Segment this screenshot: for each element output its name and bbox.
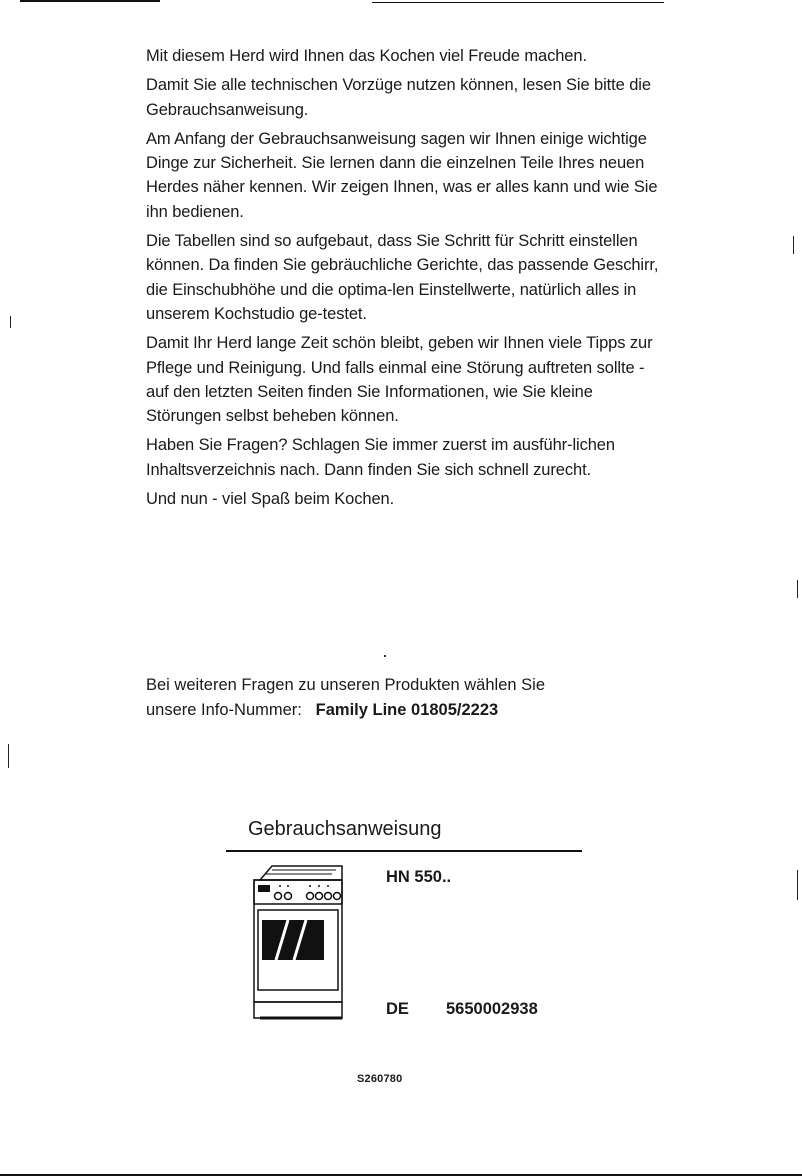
info-prefix: unsere Info-Nummer: [146,701,302,719]
intro-paragraph: Haben Sie Fragen? Schlagen Sie immer zuerst im ausführ-lichen Inhaltsverzeichnis nach. Dann finden Sie sich schnell zurecht. [146,436,615,479]
hotline-number: Family Line 01805/2223 [315,701,499,719]
margin-mark [10,316,11,328]
print-code: S260780 [357,1073,403,1085]
cooker-illustration-icon [252,864,348,1020]
intro-paragraph: Die Tabellen sind so aufgebaut, dass Sie Schritt für Schritt einstellen können. Da finden Sie gebräuchliche Gerichte, das passende Geschirr, die Einschubhöhe und die optima-len Einstellwerte, natürlich alles in unserem Kochstudio ge-testet. [146,232,659,323]
margin-mark [797,870,798,900]
intro-paragraph: Damit Ihr Herd lange Zeit schön bleibt, geben wir Ihnen viele Tipps zur Pflege und Reinigung. Und falls einmal eine Störung auftreten sollte - auf den letzten Seiten finden Sie Informationen, wie Sie kleine Störungen selbst beheben können. [146,334,653,426]
intro-text [146,44,666,516]
info-block [146,673,666,723]
manual-title: Gebrauchsanweisung [248,818,442,840]
title-underline [226,850,582,852]
intro-paragraph: Damit Sie alle technischen Vorzüge nutzen können, lesen Sie bitte die Gebrauchsanweisung. [146,76,651,119]
margin-mark [797,580,798,598]
info-line-2 [146,698,666,723]
language-code: DE [386,1000,409,1018]
intro-paragraph: Und nun - viel Spaß beim Kochen. [146,490,395,509]
info-line-1: Bei weiteren Fragen zu unseren Produkten wählen Sie [146,676,545,694]
intro-paragraph: Am Anfang der Gebrauchsanweisung sagen wir Ihnen einige wichtige Dinge zur Sicherheit. Sie lernen dann die einzelnen Teile Ihres neuen Herdes näher kennen. Wir zeigen Ihnen, was er alles kann und wie Sie ihn bedienen. [146,129,658,221]
model-number: HN 550.. [386,868,452,886]
top-rule-left [20,0,160,2]
intro-paragraph: Mit diesem Herd wird Ihnen das Kochen viel Freude machen. [146,47,587,65]
part-number: 5650002938 [446,1000,538,1018]
margin-mark [8,744,9,768]
top-rule-right [372,2,664,3]
margin-mark [793,236,794,254]
stray-dot [384,655,386,657]
